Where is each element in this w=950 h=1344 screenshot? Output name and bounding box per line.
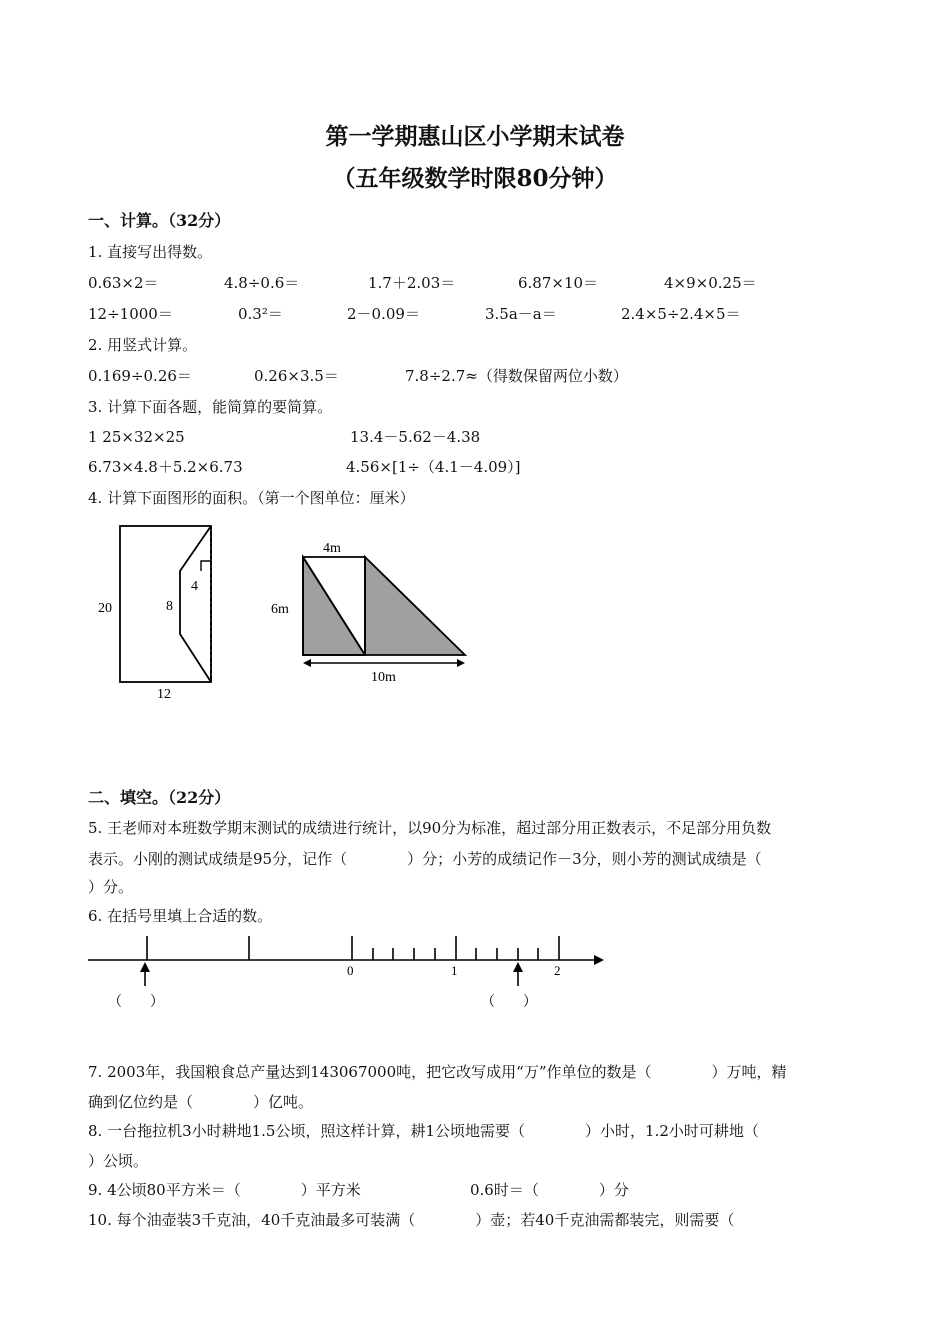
q9-part: 0.6时＝（ ）分 bbox=[470, 1181, 629, 1199]
q7-line: 7. 2003年，我国粮食总产量达到143067000吨，把它改写成用“万”作单位的数是（ ）万吨，精 bbox=[88, 1063, 787, 1081]
q1-item: 4×9×0.25＝ bbox=[664, 274, 757, 292]
blank-left: （ ） bbox=[108, 995, 164, 1010]
q1-item: 1.7＋2.03＝ bbox=[368, 274, 456, 292]
fig1-right-angle bbox=[201, 561, 211, 571]
q1-item: 12÷1000＝ bbox=[88, 305, 173, 323]
blank-right: （ ） bbox=[481, 995, 537, 1010]
q8-line: 8. 一台拖拉机3小时耕地1.5公顷，照这样计算，耕1公顷地需要（ ）小时，1.2小时可耕地（ bbox=[88, 1122, 759, 1140]
figure-1 bbox=[90, 518, 230, 708]
q10-line: 10. 每个油壶装3千克油，40千克油最多可装满（ ）壶；若40千克油需都装完，则需要（ bbox=[88, 1211, 735, 1229]
q1-item: 4.8÷0.6＝ bbox=[224, 274, 300, 292]
fig2-shaded-triangle-right bbox=[365, 557, 465, 655]
tick-label-0: 0 bbox=[347, 963, 354, 978]
q7-line: 确到亿位约是（ ）亿吨。 bbox=[88, 1093, 314, 1111]
fig1-inner-label: 8 bbox=[166, 599, 173, 614]
q5-line: ）分。 bbox=[88, 878, 134, 896]
q2-item: 0.169÷0.26＝ bbox=[88, 367, 192, 385]
fig1-bottom-label: 12 bbox=[157, 687, 171, 702]
page-title: 第一学期惠山区小学期末试卷 bbox=[325, 123, 625, 150]
section-heading-2: 二、填空。（22分） bbox=[88, 788, 231, 807]
q1-item: 3.5a－a＝ bbox=[485, 305, 557, 323]
figure-2 bbox=[265, 532, 475, 688]
q1-item: 2－0.09＝ bbox=[347, 305, 420, 323]
q3-item: 13.4－5.62－4.38 bbox=[350, 428, 481, 446]
q4-label: 4. 计算下面图形的面积。（第一个图单位：厘米） bbox=[88, 489, 415, 507]
q3-item: 6.73×4.8＋5.2×6.73 bbox=[88, 458, 243, 476]
q5-line: 5. 王老师对本班数学期末测试的成绩进行统计，以90分为标准，超过部分用正数表示，不足部分用负数 bbox=[88, 819, 772, 837]
q1-item: 0.63×2＝ bbox=[88, 274, 159, 292]
q3-item: 1 25×32×25 bbox=[88, 428, 185, 446]
q3-item: 4.56×[1÷（4.1－4.09）] bbox=[346, 458, 521, 476]
section-heading-1: 一、计算。（32分） bbox=[88, 211, 231, 230]
fig1-right-label: 4 bbox=[191, 579, 198, 594]
q2-item: 7.8÷2.7≈（得数保留两位小数） bbox=[405, 367, 628, 385]
q1-item: 2.4×5÷2.4×5＝ bbox=[621, 305, 741, 323]
q5-line: 表示。小刚的测试成绩是95分，记作（ ）分；小芳的成绩记作－3分，则小芳的测试成绩是（ bbox=[88, 850, 762, 868]
q1-item: 6.87×10＝ bbox=[518, 274, 599, 292]
q9-part: 9. 4公顷80平方米＝（ ）平方米 bbox=[88, 1181, 361, 1199]
number-line bbox=[86, 928, 606, 1018]
q8-line: ）公顷。 bbox=[88, 1152, 149, 1170]
q3-label: 3. 计算下面各题，能简算的要简算。 bbox=[88, 398, 333, 416]
fig1-left-label: 20 bbox=[98, 601, 112, 616]
arrow-right-head bbox=[513, 962, 523, 972]
page-subtitle: （五年级数学时限80分钟） bbox=[332, 165, 618, 192]
fig2-top-label: 4m bbox=[323, 541, 341, 556]
q2-label: 2. 用竖式计算。 bbox=[88, 336, 198, 354]
tick-label-2: 2 bbox=[554, 963, 561, 978]
q1-label: 1. 直接写出得数。 bbox=[88, 243, 213, 261]
axis-arrowhead bbox=[594, 955, 604, 965]
tick-label-1: 1 bbox=[451, 963, 458, 978]
fig2-bottom-label: 10m bbox=[371, 670, 396, 685]
q6-label: 6. 在括号里填上合适的数。 bbox=[88, 907, 273, 925]
q2-item: 0.26×3.5＝ bbox=[254, 367, 339, 385]
arrow-left-head bbox=[140, 962, 150, 972]
fig1-cut-line bbox=[180, 526, 211, 682]
fig2-left-label: 6m bbox=[271, 602, 289, 617]
fig2-arrow-right bbox=[457, 659, 465, 667]
q1-item: 0.3²＝ bbox=[238, 305, 283, 323]
fig2-arrow-left bbox=[303, 659, 311, 667]
